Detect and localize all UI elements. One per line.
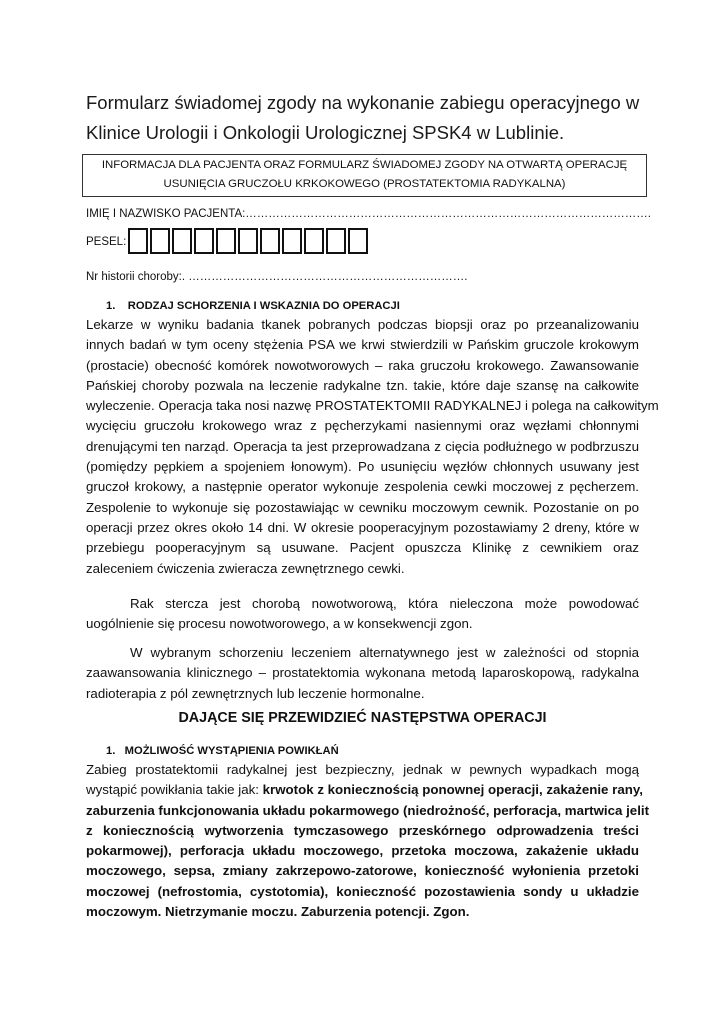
- complications-bold-line: z koniecznością wytworzenia tymczasowego przeskórnego odprowadzenia treści: [86, 822, 639, 838]
- cancer-paragraph-line: Rak stercza jest chorobą nowotworową, która nieleczona może powodować: [130, 596, 639, 611]
- patient-name-field: IMIĘ I NAZWISKO PACJENTA:…………………………………………………………………………………………….: [86, 208, 652, 220]
- section-1-paragraph: [86, 315, 659, 579]
- info-box-line-2: USUNIĘCIA GRUCZOŁU KRKOKOWEGO (PROSTATEKTOMIA RADYKALNA): [163, 178, 566, 190]
- alternative-treatment-line: radioterapia z pól zewnętrznych lub leczenie hormonalne.: [86, 685, 425, 701]
- section-1-line: Zespolenie to wykonuje się pozostawiając w cewniku moczowym cewnik. Pozostanie on po: [86, 499, 639, 515]
- complications-bold-line: pokarmowej), perforacja układu moczowego, przetoka moczowa, zakażenie układu: [86, 843, 639, 859]
- cancer-paragraph-line: uogólnienie się procesu nowotworowego, a w konsekwencji zgon.: [86, 616, 473, 632]
- pesel-digit-box[interactable]: [260, 228, 280, 254]
- complications-bold-line: moczowej (nefrostomia, cystotomia), konieczność pozostawienia sondy u układzie: [86, 883, 639, 899]
- complications-line-1: Zabieg prostatektomii radykalnej jest bezpieczny, jednak w pewnych wypadkach mogą: [86, 762, 639, 777]
- pesel-digit-box[interactable]: [326, 228, 346, 254]
- consequences-heading: DAJĄCE SIĘ PRZEWIDZIEĆ NASTĘPSTWA OPERACJI: [178, 710, 547, 726]
- section-1-line: zaleceniem ćwiczenia zwieracza zewnętrznego cewki.: [86, 560, 405, 576]
- alternative-treatment-line: zaawansowania klinicznego – prostatektomia wykonana metodą laparoskopową, radykalna: [86, 665, 639, 681]
- complications-line-2-bold: krwotok z koniecznością ponownej operacji, zakażenie rany,: [262, 782, 643, 798]
- section-1-line: (prostacie) obecność komórek nowotworowych – raka gruczołu krokowego. Zawansowanie: [86, 357, 639, 373]
- section-1-number: 1.: [106, 300, 116, 312]
- pesel-digit-box[interactable]: [304, 228, 324, 254]
- section-1-heading: [106, 300, 400, 312]
- section-2-heading: [106, 745, 339, 757]
- section-1-title: RODZAJ SCHORZENIA I WSKAZNIA DO OPERACJI: [127, 300, 400, 312]
- alternative-treatment-paragraph: [86, 643, 639, 704]
- document-title: [86, 88, 646, 148]
- pesel-digit-box[interactable]: [128, 228, 148, 254]
- section-1-line: drenującymi ten narząd. Operacja ta jest przeprowadzana z cięcia podłużnego w podbrzuszu: [86, 438, 639, 454]
- section-2-number: 1.: [106, 745, 116, 757]
- history-number-field: Nr historii choroby:. ……………………………………………………………….: [86, 271, 468, 283]
- section-1-line: przebiegu pooperacyjnym są usuwane. Pacjent opuszcza Klinikę z cewnikiem oraz: [86, 540, 639, 556]
- section-1-line: wyleczenie. Operacja taka nosi nazwę PROSTATEKTOMII RADYKALNEJ i polega na całkowitym: [86, 398, 659, 414]
- section-1-line: innych badań w tym oceny stężenia PSA we krwi stwierdzili w Pańskim gruczole krokowym: [86, 337, 639, 353]
- pesel-digit-box[interactable]: [194, 228, 214, 254]
- section-2-title: MOŻLIWOŚĆ WYSTĄPIENIA POWIKŁAŃ: [124, 745, 339, 757]
- pesel-digit-box[interactable]: [216, 228, 236, 254]
- pesel-digit-box[interactable]: [348, 228, 368, 254]
- complications-line-2-plain: wystąpić powikłania takie jak:: [86, 782, 263, 798]
- info-box-line-1: INFORMACJA DLA PACJENTA ORAZ FORMULARZ ŚWIADOMEJ ZGODY NA OTWARTĄ OPERACJĘ: [101, 159, 628, 171]
- alternative-treatment-line: W wybranym schorzeniu leczeniem alternatywnego jest w zależności od stopnia: [130, 645, 639, 660]
- pesel-digit-box[interactable]: [150, 228, 170, 254]
- section-1-line: (pomiędzy pępkiem a spojeniem łonowym). Po usunięciu węzłów chłonnych usuwany jest: [86, 459, 639, 475]
- pesel-digit-box[interactable]: [238, 228, 258, 254]
- section-1-line: Lekarze w wyniku badania tkanek pobranych podczas biopsji oraz po przeanalizowaniu: [86, 317, 639, 332]
- complications-bold-line: moczowego, sepsa, zmiany zakrzepowo-zatorowe, konieczność wyłonienia przetoki: [86, 863, 639, 879]
- pesel-digit-box[interactable]: [172, 228, 192, 254]
- section-1-line: gruczoł krokowy, a następnie operator wykonuje zespolenia cewki moczowej z pęcherzem.: [86, 479, 639, 495]
- title-line-2: Klinice Urologii i Onkologii Urologicznej SPSK4 w Lublinie.: [86, 122, 565, 143]
- complications-paragraph: [86, 760, 650, 922]
- pesel-digit-box[interactable]: [282, 228, 302, 254]
- pesel-boxes: [128, 228, 368, 254]
- section-1-line: Pańskiej choroby pozwala na leczenie radykalne tzn. takie, które daje szansę na całkowite: [86, 377, 639, 393]
- cancer-paragraph: [86, 594, 639, 635]
- section-1-line: wycięciu gruczołu krokowego wraz z pęcherzykami nasiennymi oraz węzłami chłonnymi: [86, 418, 639, 434]
- complications-bold-line: zaburzenia funkcjonowania układu pokarmowego (niedrożność, perforacja, martwica jelit: [86, 802, 650, 818]
- title-line-1: Formularz świadomej zgody na wykonanie zabiegu operacyjnego w: [86, 92, 640, 113]
- info-box: [82, 154, 647, 197]
- pesel-label: PESEL:: [86, 236, 127, 248]
- complications-line-2: [86, 780, 643, 800]
- section-1-line: operacji przez okres około 14 dni. W okresie pooperacyjnym pozostawiamy 2 dreny, które w: [86, 519, 639, 535]
- complications-bold-line: moczowym. Nietrzymanie moczu. Zaburzenia potencji. Zgon.: [86, 904, 470, 920]
